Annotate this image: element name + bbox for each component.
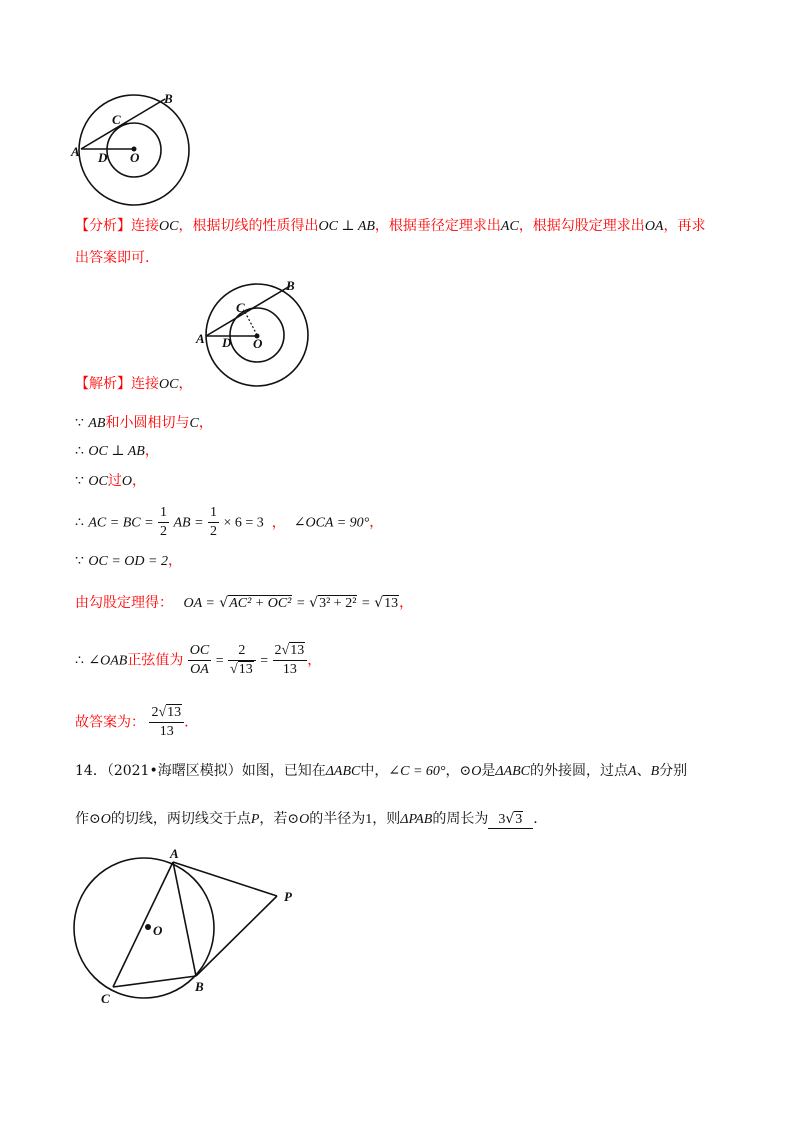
math-c: C [189,416,199,431]
solution-line-5 [75,504,383,541]
punct: ， [198,415,213,431]
math-oc: OC [159,219,179,234]
math-perp: OC ⊥ AB [318,219,375,234]
math-ac: AC [500,219,519,234]
problem-text: 的半径为 [309,811,366,827]
solution-text: 故答案为： [75,714,145,731]
sqrt-radicand: 13 [290,643,305,658]
problem-text: 、 [636,763,651,779]
problem-text: 作 [75,811,89,827]
problem-text: 是 [481,763,496,779]
problem-14-line-1 [75,760,687,780]
frac-den: 2 [160,524,168,539]
fraction-2-sqrt13 [228,642,256,679]
therefore-symbol: ∴ [75,652,84,669]
fraction-half [208,504,219,541]
math-eq: = [296,596,305,611]
problem-text: ，若 [259,811,288,827]
frac-num: 1 [208,504,219,523]
answer-radicand: 3 [515,812,523,827]
label-p: P [284,889,292,904]
math-angle: ∠OAB [88,653,128,669]
punct: ， [131,473,146,489]
fraction-half [158,504,169,541]
solution-line-6 [75,550,182,570]
math-triangle: ΔABC [325,764,361,779]
frac-den: √13 [230,662,253,677]
sqrt-radicand: 13 [167,705,182,720]
punct: . [184,714,189,731]
sqrt-radicand: AC² + OC² [229,596,292,611]
solution-tag: 【解析】 [75,376,131,392]
solution-line-9 [75,704,189,741]
problem-text: 的周长为 [432,811,489,827]
math-eq: = [260,653,269,669]
sqrt-radicand: 13 [384,596,399,611]
problem-text: ，则 [372,811,401,827]
math-circle: ⊙O [287,812,310,827]
math-eq: = [361,596,370,611]
math-perp: OC ⊥ AB [88,444,145,459]
label-o: O [130,150,140,165]
answer-coef: 3 [498,812,506,827]
because-symbol: ∵ [75,553,84,569]
solution-text: 过 [107,473,122,489]
math-triangle: ΔABC [495,764,531,779]
analysis-line-1 [75,215,735,235]
punct: ， [167,553,182,569]
solution-text: 连接 [131,376,159,392]
figure-circumcircle-tangents [65,845,305,1010]
therefore-symbol: ∴ [75,443,84,459]
therefore-symbol: ∴ [75,514,84,531]
math-eq: = [215,653,224,669]
frac-num: 2 [228,642,256,661]
problem-number: 14． [75,763,107,779]
math-angle: ∠OCA = 90° [293,515,370,531]
fraction-oc-oa [188,642,211,679]
figure-concentric-circles-1 [70,88,200,208]
frac-num: 1 [158,504,169,523]
analysis-text: ，再求 [663,218,706,234]
analysis-line-2: 出答案即可. [75,250,150,266]
label-b: B [164,91,173,106]
label-c: C [101,991,110,1006]
math-expr: AC = BC = [88,515,154,531]
frac-num: 2√13 [273,642,308,661]
label-a: A [170,846,179,861]
math-o: O [121,474,132,489]
math-oc: OC [159,377,179,392]
math-expr: OC = OD = 2 [88,554,168,569]
problem-text: ， [445,763,460,779]
figure-concentric-circles-2 [190,275,320,395]
solution-line-7: 由勾股定理得： OA = √AC² + OC² = √3² + 2² = √13， [75,595,414,611]
fraction-answer [149,704,184,741]
punct: ， [271,514,286,531]
analysis-text: ，根据勾股定理求出 [518,218,645,234]
label-c: C [236,300,245,315]
math-point: B [650,764,660,779]
math-triangle: ΔPAB [400,812,433,827]
label-a: A [71,144,80,159]
math-expr: × 6 = 3 [223,515,264,531]
sqrt-radicand: 3² + 2² [319,596,357,611]
solution-line-1 [75,373,192,393]
punct: ， [144,443,159,459]
frac-den: 13 [159,724,174,739]
because-symbol: ∵ [75,473,84,489]
analysis-text: 连接 [131,218,159,234]
math-oa: OA [644,219,664,234]
math-oc: OC [88,474,108,489]
label-c: C [112,112,121,127]
math-angle: ∠C = 60° [388,764,446,779]
frac-den: OA [190,662,209,677]
punct: . [533,811,538,827]
solution-text: 正弦值为 [127,652,184,669]
fraction-result [273,642,308,679]
label-o: O [153,923,163,938]
frac-num: 2√13 [149,704,184,723]
analysis-text: ，根据切线的性质得出 [178,218,319,234]
label-a: A [196,331,205,346]
label-d: D [222,335,232,350]
sqrt-radicand: 13 [238,662,253,677]
label-b: B [195,979,204,994]
label-d: D [98,150,108,165]
math-circle: ⊙O [89,812,111,827]
solution-text: 和小圆相切与 [105,415,190,431]
solution-line-8 [75,642,321,679]
math-expr: AB = [173,515,204,531]
coef: 2 [274,643,282,658]
label-b: B [286,278,295,293]
solution-text: 由勾股定理得： [75,595,173,611]
coef: 2 [151,705,159,720]
problem-text: （2021•海曙区模拟）如图，已知在 [106,763,326,779]
solution-line-4 [75,470,146,490]
analysis-text: ，根据垂径定理求出 [374,218,501,234]
problem-text: 的切线，两切线交于点 [110,811,251,827]
frac-den: 13 [282,662,297,677]
analysis-tag: 【分析】 [75,218,131,234]
problem-text: 中， [360,763,389,779]
label-o: O [253,336,263,351]
problem-text: 分别 [659,763,688,779]
frac-den: 2 [209,524,217,539]
math-point: P [250,812,260,827]
math-value: 1 [365,812,373,827]
math-point: A [628,764,637,779]
math-circle: ⊙O [459,764,482,779]
punct: ， [369,514,384,531]
math-ab: AB [88,416,106,431]
punct: ， [307,652,322,669]
math-expr: OA = [183,596,215,611]
problem-text: 的外接圆，过点 [530,763,629,779]
solution-line-3 [75,440,159,460]
punct: ， [178,376,193,392]
solution-line-2 [75,412,213,432]
problem-14-line-2 [75,808,538,829]
because-symbol: ∵ [75,415,84,431]
answer-blank: 3√3 [488,811,533,829]
frac-num: OC [188,642,211,661]
punct: ， [399,595,414,611]
